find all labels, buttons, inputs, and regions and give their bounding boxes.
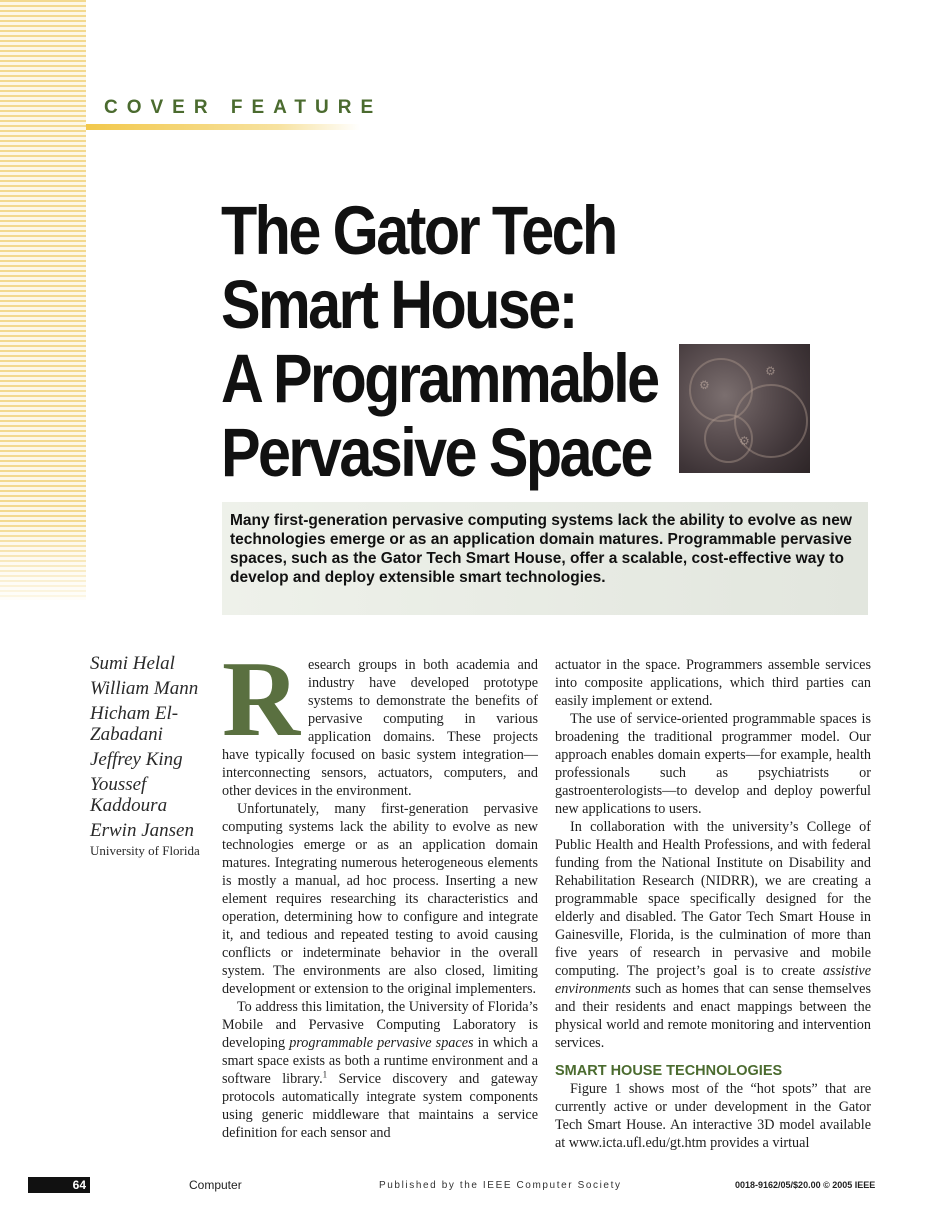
page-number: 64 xyxy=(28,1177,90,1193)
copyright-line: 0018-9162/05/$20.00 © 2005 IEEE xyxy=(735,1180,876,1190)
section-rule xyxy=(86,124,360,130)
reference-marker: 1 xyxy=(322,1069,328,1080)
paragraph-text: Service discovery and gateway protocols automatically integrate system components using generic middleware that maintains a service definition for each sensor and xyxy=(222,1071,538,1141)
author-name: Erwin Jansen xyxy=(90,820,194,841)
cover-artwork-image: ⚙ ⚙ ⚙ xyxy=(679,344,810,473)
body-paragraph: Figure 1 shows most of the “hot spots” that are currently active or under development in the Gator Tech Smart House. An interactive 3D model available at www.icta.ufl.edu/gt.htm provides a virtual xyxy=(555,1081,871,1151)
author-name: Jeffrey King xyxy=(90,749,183,770)
paragraph-text: esearch groups in both academia and industry have developed prototype systems to demonstrate the benefits of pervasive computing in various application domains. These projects have typically focused on basic system integration—interconnecting sensors, actuators, computers, and other devices in the environment. xyxy=(222,657,538,799)
section-label: COVER FEATURE xyxy=(104,97,383,118)
author-list xyxy=(90,653,215,862)
drop-cap: R xyxy=(222,640,300,759)
author-name: Sumi Helal xyxy=(90,653,175,674)
abstract-text: Many first-generation pervasive computing systems lack the ability to evolve as new technologies emerge or as an application domain matures. Programmable pervasive spaces, such as the Gator Tech Smart House, offer a scalable, cost-effective way to develop and deploy extensible smart technologies. xyxy=(230,512,852,586)
body-paragraph: actuator in the space. Programmers assemble services into composite applications, which third parties can easily implement or extend. xyxy=(555,657,871,709)
body-column-1 xyxy=(222,640,538,1142)
paragraph-text: in which a smart space exists as both a runtime environment and a software library. xyxy=(222,1035,538,1087)
paragraph-text: To address this limitation, the University of Florida’s Mobile and Pervasive Computing Laboratory is developing xyxy=(222,999,538,1051)
emphasis-term: assistive environments xyxy=(555,963,871,997)
author-affiliation: University of Florida xyxy=(90,843,200,858)
article-title xyxy=(221,192,658,491)
title-line-3: A Programmable xyxy=(221,340,658,417)
paragraph-text: such as homes that can sense themselves and their residents and enact mappings between the physical world and remote monitoring and intervention services. xyxy=(555,981,871,1051)
section-heading: SMART HOUSE TECHNOLOGIES xyxy=(555,1063,783,1079)
body-paragraph xyxy=(222,640,538,800)
author-name: Youssef Kaddoura xyxy=(90,774,168,816)
paragraph-text: In collaboration with the university’s College of Public Health and Health Professions, and with federal funding from the National Institute on Disability and Rehabilitation Research (NIDRR), we are creating a programmable space specifically designed for the elderly and disabled. The Gator Tech Smart House in Gainesville, Florida, is the culmination of more than five years of research in pervasive and mobile computing. The project’s goal is to create xyxy=(555,819,871,979)
author-name: Hicham El-Zabadani xyxy=(90,703,179,745)
title-line-1: The Gator Tech xyxy=(221,192,616,269)
stripes-fade xyxy=(0,520,86,620)
author-name: William Mann xyxy=(90,678,199,699)
body-column-2 xyxy=(555,656,871,1152)
body-paragraph xyxy=(555,818,871,1052)
decorative-stripes xyxy=(0,0,86,600)
body-paragraph: Unfortunately, many first-generation pervasive computing systems lack the ability to evolve as new technologies emerge or as an application domain matures. Integrating numerous heterogeneous elements is mostly a manual, ad hoc process. Inserting a new element requires researching its characteristics and operation, determining how to configure and integrate it, and tedious and repeated testing to avoid causing conflicts or indeterminate behavior in the overall system. The environments are also closed, limiting development or extension to the original implementers. xyxy=(222,801,538,997)
title-line-2: Smart House: xyxy=(221,266,576,343)
body-paragraph: The use of service-oriented programmable spaces is broadening the traditional programmer model. Our approach enables domain experts—for example, health professionals such as psychiatrists or gastroenterologists—to develop and deploy powerful new applications to users. xyxy=(555,711,871,817)
emphasis-term: programmable pervasive spaces xyxy=(289,1035,474,1051)
journal-name: Computer xyxy=(189,1178,242,1192)
body-paragraph xyxy=(222,998,538,1142)
publisher-line: Published by the IEEE Computer Society xyxy=(379,1180,622,1191)
title-line-4: Pervasive Space xyxy=(221,414,651,491)
